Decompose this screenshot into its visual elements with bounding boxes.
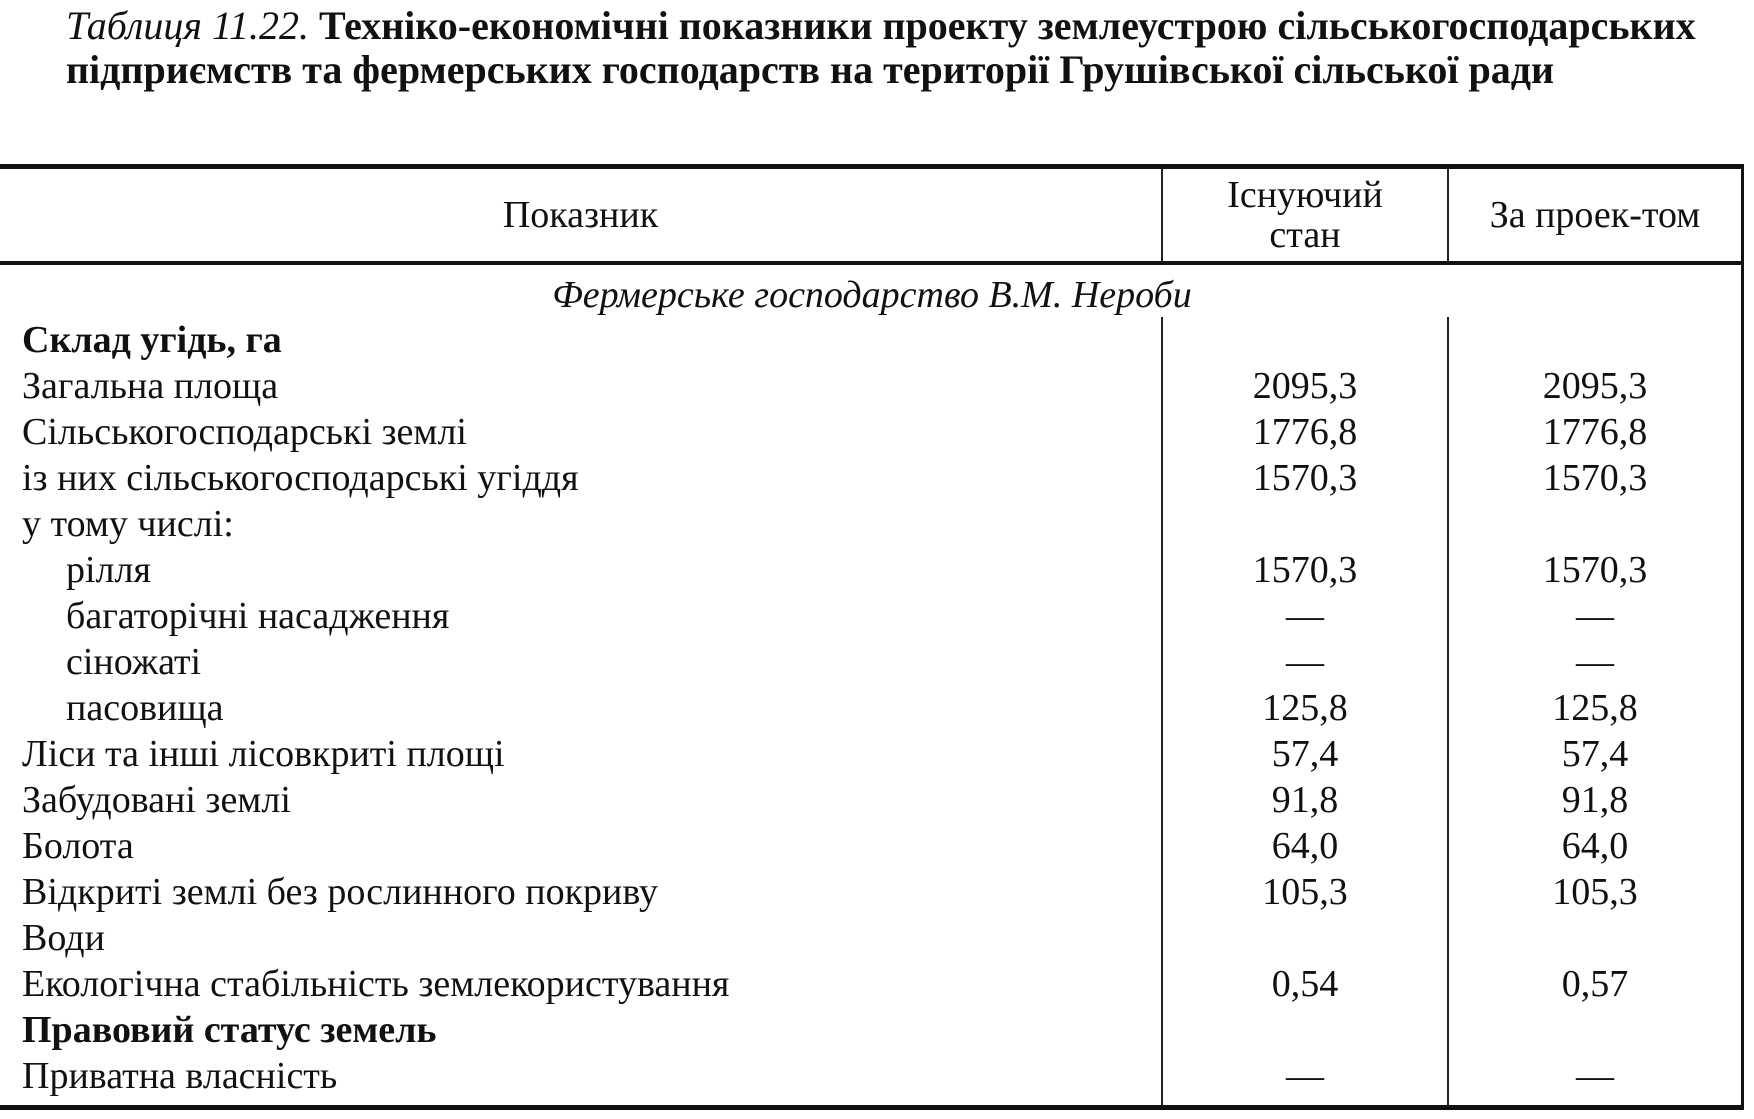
row-label: Екологічна стабільність землекористування	[22, 963, 730, 1005]
table-row	[0, 593, 1744, 639]
row-label: Води	[22, 917, 105, 959]
existing-value: —	[1286, 641, 1324, 683]
table-caption	[66, 4, 1706, 92]
row-label: багаторічні насадження	[66, 595, 450, 637]
table-row	[0, 363, 1744, 409]
row-label: у тому числі:	[22, 503, 234, 545]
existing-value: 1570,3	[1252, 457, 1358, 499]
row-label: із них сільськогосподарські угіддя	[22, 457, 579, 499]
existing-value: 91,8	[1271, 779, 1339, 821]
project-value: 2095,3	[1542, 365, 1648, 407]
table-row	[0, 961, 1744, 1007]
header-project	[1449, 169, 1741, 261]
existing-value: 1570,3	[1252, 549, 1358, 591]
table-row	[0, 409, 1744, 455]
existing-value: 1776,8	[1252, 411, 1358, 453]
table-row	[0, 731, 1744, 777]
existing-value: 105,3	[1262, 871, 1348, 913]
caption-text: Техніко-економічні показники проекту землеустрою сільськогосподарських підприємств та фермерських господарств на території Грушівської сільської ради	[66, 3, 1696, 92]
header-project-text: За проек-том	[1489, 194, 1701, 236]
row-label: Приватна власність	[22, 1055, 338, 1097]
existing-value: 0,54	[1271, 963, 1339, 1005]
table-row	[0, 869, 1744, 915]
project-value: 91,8	[1561, 779, 1629, 821]
project-value: —	[1576, 595, 1614, 637]
table-row	[0, 501, 1744, 547]
row-label: рілля	[66, 549, 151, 591]
row-label: Відкриті землі без рослинного покриву	[22, 871, 659, 913]
row-label: Болота	[22, 825, 134, 867]
table-row	[0, 777, 1744, 823]
table-body	[0, 317, 1744, 1099]
existing-value: 125,8	[1262, 687, 1348, 729]
header-indicator: Показник	[502, 194, 659, 236]
header-existing	[1163, 169, 1447, 261]
project-value: 0,57	[1561, 963, 1629, 1005]
existing-value: 2095,3	[1252, 365, 1358, 407]
row-label: Ліси та інші лісовкриті площі	[22, 733, 505, 775]
row-label: Забудовані землі	[22, 779, 291, 821]
existing-value: 57,4	[1271, 733, 1339, 775]
table-row	[0, 455, 1744, 501]
table-row	[0, 915, 1744, 961]
row-label: Правовий статус земель	[22, 1009, 437, 1051]
project-value: 1570,3	[1542, 457, 1648, 499]
existing-value: —	[1286, 1055, 1324, 1097]
indicators-table	[0, 164, 1744, 1110]
table-row	[0, 1007, 1744, 1053]
project-value: 105,3	[1552, 871, 1638, 913]
caption-label: Таблиця 11.22.	[66, 3, 309, 48]
row-label: Загальна площа	[22, 365, 279, 407]
project-value: 1570,3	[1542, 549, 1648, 591]
row-label: Сільськогосподарські землі	[22, 411, 467, 453]
table-row	[0, 823, 1744, 869]
project-value: —	[1576, 641, 1614, 683]
project-value: 64,0	[1561, 825, 1629, 867]
table-row	[0, 1053, 1744, 1099]
project-value: 125,8	[1552, 687, 1638, 729]
row-label: пасовища	[66, 687, 224, 729]
header-existing-text: Існуючий стан	[1227, 174, 1383, 256]
header-rule	[0, 261, 1741, 265]
existing-value: —	[1286, 595, 1324, 637]
project-value: 1776,8	[1542, 411, 1648, 453]
section-title: Фермерське господарство В.М. Нероби	[552, 274, 1192, 316]
table-row	[0, 317, 1744, 363]
row-label: сіножаті	[66, 641, 202, 683]
table-row	[0, 685, 1744, 731]
table-row	[0, 639, 1744, 685]
project-value: —	[1576, 1055, 1614, 1097]
table-row	[0, 547, 1744, 593]
project-value: 57,4	[1561, 733, 1629, 775]
row-label: Склад угідь, га	[22, 319, 282, 361]
existing-value: 64,0	[1271, 825, 1339, 867]
